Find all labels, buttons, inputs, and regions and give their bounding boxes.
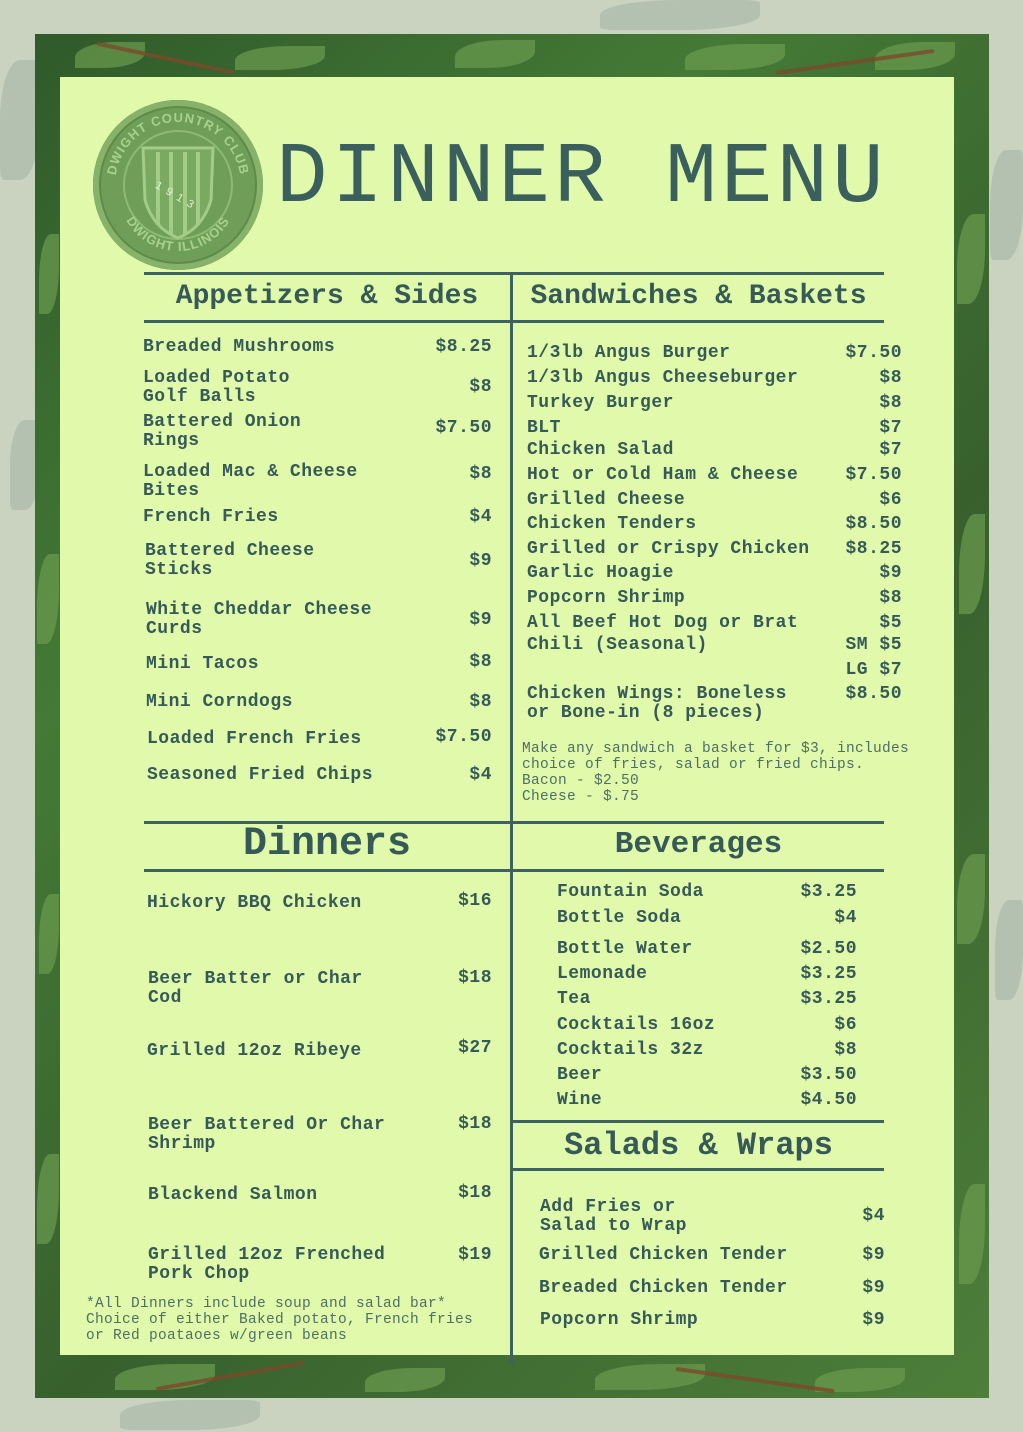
item-price: $16 bbox=[458, 891, 492, 911]
item-price: $9 bbox=[862, 1310, 885, 1330]
item-price: $2.50 bbox=[800, 939, 857, 959]
item-price: $8 bbox=[469, 464, 492, 484]
item-name: White Cheddar Cheese Curds bbox=[146, 600, 373, 639]
item-price: SM $5 bbox=[845, 635, 902, 655]
item-price: $4 bbox=[862, 1206, 885, 1226]
item-name: 1/3lb Angus Burger bbox=[527, 343, 731, 363]
item-name: Grilled 12oz Ribeye bbox=[147, 1041, 362, 1061]
item-name: Cocktails 16oz bbox=[557, 1015, 716, 1035]
item-price: $3.50 bbox=[800, 1065, 857, 1085]
basket-note bbox=[522, 741, 942, 805]
item-price: $3.25 bbox=[800, 989, 857, 1009]
item-name: Breaded Mushrooms bbox=[143, 337, 336, 357]
item-name: Blackend Salmon bbox=[148, 1185, 318, 1205]
item-price: $8 bbox=[834, 1040, 857, 1060]
item-name: Beer bbox=[557, 1065, 603, 1085]
item-price: $8.50 bbox=[845, 684, 902, 704]
item-name: Fountain Soda bbox=[557, 882, 704, 902]
item-price: $4.50 bbox=[800, 1090, 857, 1110]
note-line: *All Dinners include soup and salad bar* bbox=[86, 1296, 447, 1312]
item-name: Add Fries or Salad to Wrap bbox=[540, 1197, 687, 1236]
item-name: Hot or Cold Ham & Cheese bbox=[527, 465, 799, 485]
club-seal-logo bbox=[93, 100, 263, 270]
item-name: Popcorn Shrimp bbox=[540, 1310, 699, 1330]
item-name: Loaded Potato Golf Balls bbox=[143, 368, 290, 407]
item-name: Lemonade bbox=[557, 964, 648, 984]
item-price: $6 bbox=[879, 490, 902, 510]
item-price: $8.50 bbox=[845, 514, 902, 534]
page-title: DINNER MENU bbox=[276, 129, 888, 227]
seal-bottom-text: DWIGHT ILLINOIS bbox=[123, 213, 233, 255]
item-name: Turkey Burger bbox=[527, 393, 674, 413]
item-name: Popcorn Shrimp bbox=[527, 588, 686, 608]
item-price: $8 bbox=[469, 377, 492, 397]
item-price: $7.50 bbox=[435, 418, 492, 438]
item-price: $9 bbox=[469, 610, 492, 630]
salads-title: Salads & Wraps bbox=[564, 1127, 833, 1164]
item-name: 1/3lb Angus Cheeseburger bbox=[527, 368, 799, 388]
item-name: Battered Onion Rings bbox=[143, 412, 302, 451]
item-name: Seasoned Fried Chips bbox=[147, 765, 374, 785]
item-name: BLT bbox=[527, 418, 561, 438]
item-price: $18 bbox=[458, 1183, 492, 1203]
note-line: Bacon - $2.50 bbox=[522, 773, 640, 789]
note-line: Cheese - $.75 bbox=[522, 789, 640, 805]
note-line: Make any sandwich a basket for $3, includes bbox=[522, 741, 910, 757]
item-price: $4 bbox=[834, 908, 857, 928]
item-name: Cocktails 32z bbox=[557, 1040, 704, 1060]
divider bbox=[510, 1168, 884, 1171]
item-price: $8 bbox=[469, 652, 492, 672]
item-name: Grilled 12oz Frenched Pork Chop bbox=[148, 1245, 386, 1284]
item-name: Bottle Water bbox=[557, 939, 693, 959]
item-price: $8 bbox=[879, 588, 902, 608]
note-line: choice of fries, salad or fried chips. bbox=[522, 757, 865, 773]
item-price: $7 bbox=[879, 440, 902, 460]
item-price: $5 bbox=[879, 613, 902, 633]
item-price: $3.25 bbox=[800, 964, 857, 984]
item-name: Chili (Seasonal) bbox=[527, 635, 708, 655]
item-price: $18 bbox=[458, 968, 492, 988]
item-price: $27 bbox=[458, 1038, 492, 1058]
item-price: $7.50 bbox=[845, 465, 902, 485]
item-name: Beer Batter or Char Cod bbox=[148, 969, 363, 1008]
item-price: $18 bbox=[458, 1114, 492, 1134]
item-price: $7 bbox=[879, 418, 902, 438]
item-price: $4 bbox=[469, 765, 492, 785]
dinners-note bbox=[86, 1296, 506, 1344]
appetizers-title: Appetizers & Sides bbox=[175, 281, 479, 312]
column-divider bbox=[510, 272, 513, 1365]
note-line: or Red poataoes w/green beans bbox=[86, 1328, 348, 1344]
item-name: Loaded French Fries bbox=[147, 729, 362, 749]
item-price: $8 bbox=[879, 393, 902, 413]
item-name: Tea bbox=[557, 989, 591, 1009]
item-price: $9 bbox=[862, 1245, 885, 1265]
item-name: Grilled or Crispy Chicken bbox=[527, 539, 810, 559]
item-name: French Fries bbox=[143, 507, 279, 527]
item-price: $9 bbox=[879, 563, 902, 583]
menu-page bbox=[60, 77, 954, 1355]
item-name: Mini Corndogs bbox=[146, 692, 293, 712]
item-name: Garlic Hoagie bbox=[527, 563, 674, 583]
sandwiches-title: Sandwiches & Baskets bbox=[530, 281, 867, 312]
item-name: Bottle Soda bbox=[557, 908, 682, 928]
item-price: $7.50 bbox=[435, 727, 492, 747]
divider bbox=[144, 320, 884, 323]
item-name: Battered Cheese Sticks bbox=[145, 541, 315, 580]
divider bbox=[144, 272, 884, 275]
item-price: $8 bbox=[469, 692, 492, 712]
divider bbox=[510, 1120, 884, 1123]
item-price: $9 bbox=[862, 1278, 885, 1298]
item-name: All Beef Hot Dog or Brat bbox=[527, 613, 799, 633]
item-name: Beer Battered Or Char Shrimp bbox=[148, 1115, 386, 1154]
item-name: Wine bbox=[557, 1090, 603, 1110]
item-price: LG $7 bbox=[845, 660, 902, 680]
item-name: Chicken Wings: Boneless or Bone-in (8 pieces) bbox=[527, 684, 787, 723]
item-price: $19 bbox=[458, 1245, 492, 1265]
item-name: Grilled Chicken Tender bbox=[539, 1245, 788, 1265]
item-price: $8 bbox=[879, 368, 902, 388]
item-price: $9 bbox=[469, 551, 492, 571]
item-price: $8.25 bbox=[845, 539, 902, 559]
seal-top-text: DWIGHT COUNTRY CLUB bbox=[103, 109, 253, 177]
item-name: Loaded Mac & Cheese Bites bbox=[143, 462, 358, 501]
seal-year: 1913 bbox=[153, 179, 201, 215]
beverages-title: Beverages bbox=[614, 827, 783, 862]
item-name: Breaded Chicken Tender bbox=[539, 1278, 788, 1298]
item-name: Grilled Cheese bbox=[527, 490, 686, 510]
item-name: Hickory BBQ Chicken bbox=[147, 893, 362, 913]
item-name: Chicken Salad bbox=[527, 440, 674, 460]
item-price: $4 bbox=[469, 507, 492, 527]
item-name: Chicken Tenders bbox=[527, 514, 697, 534]
divider bbox=[144, 869, 884, 872]
dinners-title: Dinners bbox=[242, 822, 412, 867]
item-price: $7.50 bbox=[845, 343, 902, 363]
item-price: $8.25 bbox=[435, 337, 492, 357]
item-name: Mini Tacos bbox=[146, 654, 260, 674]
note-line: Choice of either Baked potato, French fries bbox=[86, 1312, 474, 1328]
item-price: $3.25 bbox=[800, 882, 857, 902]
item-price: $6 bbox=[834, 1015, 857, 1035]
